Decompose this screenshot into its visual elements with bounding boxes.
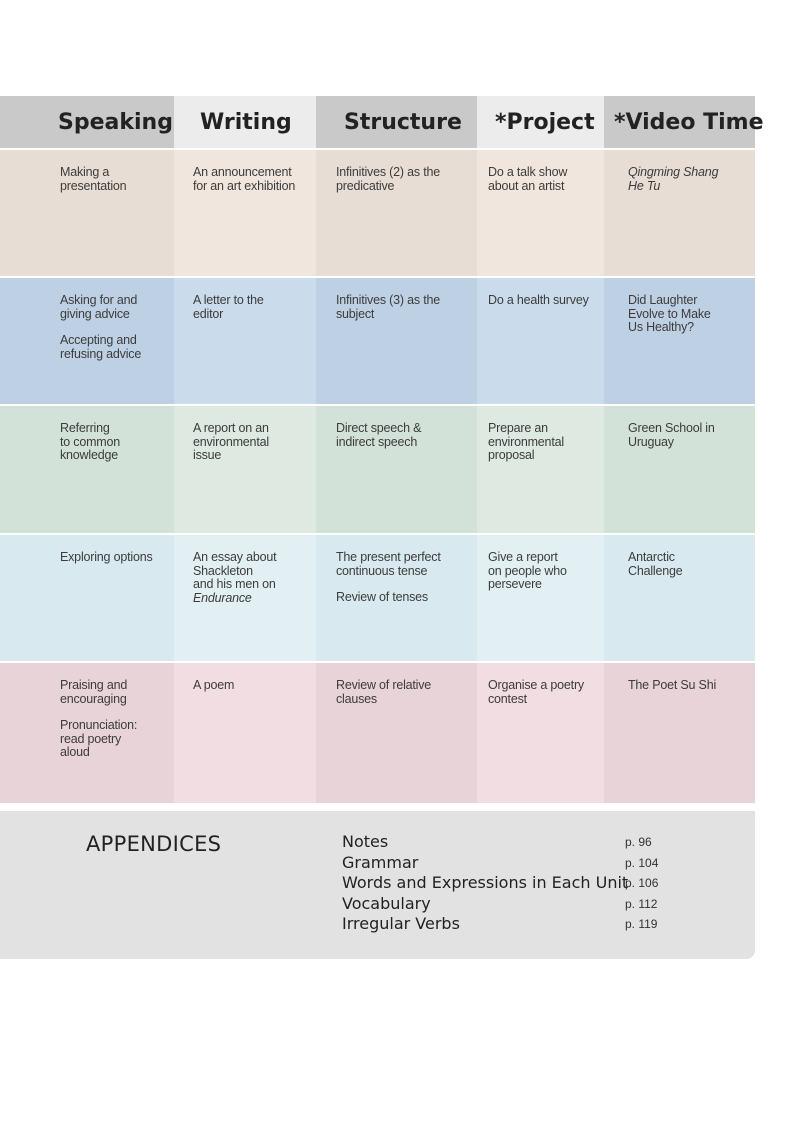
cell-line: Did Laughter [628,293,698,307]
cell-speaking [0,278,174,404]
cell-line: Praising and [60,678,128,692]
cell-line: Asking for and [60,293,138,307]
cell-speaking [0,663,174,803]
cell-line: Review of tenses [336,590,428,604]
appendix-item-grammar[interactable] [342,853,742,874]
cell-project [477,406,604,533]
cell-line: Pronunciation: [60,718,138,732]
cell-line: presentation [60,178,127,193]
cell-line: Infinitives (2) as the [336,165,440,179]
cell-line: about an artist [488,178,565,193]
cell-line: Qingming Shang [628,165,719,179]
cell-line: Do a talk show [488,165,568,179]
cell-line: Challenge [628,563,683,578]
cell-line: environmental [193,434,269,449]
cell-line: Review of relative [336,678,432,692]
cell-writing [174,663,316,803]
cell-line: aloud [60,745,90,759]
appendix-name: Irregular Verbs [342,914,460,934]
cell-line: Organise a poetry [488,678,584,692]
cell-line: Referring [60,421,110,435]
header-speaking: Speaking [0,96,174,148]
header-video-time: *Video Time [604,96,755,148]
cell-line: read poetry [60,731,122,746]
cell-line: proposal [488,448,535,462]
cell-project [477,278,604,404]
appendix-name: Words and Expressions in Each Unit [342,873,629,893]
cell-project [477,535,604,661]
cell-line: A report on an [193,421,269,435]
cell-speaking [0,535,174,661]
appendix-page: p. 104 [625,855,659,870]
cell-speaking [0,150,174,276]
cell-line: Green School in [628,421,715,435]
appendix-item-words-and-expressions[interactable] [342,873,742,894]
appendices-panel [0,811,755,959]
cell-line: refusing advice [60,346,142,361]
cell-line: indirect speech [336,434,418,449]
cell-line: Uruguay [628,434,674,449]
cell-video-time [604,278,755,404]
cell-line: The present perfect [336,550,441,564]
cell-speaking [0,406,174,533]
cell-structure [316,278,477,404]
cell-line: persevere [488,577,542,591]
cell-line: continuous tense [336,563,428,578]
appendix-page: p. 106 [625,876,659,891]
appendix-page: p. 96 [625,835,652,849]
cell-structure [316,406,477,533]
cell-line: Us Healthy? [628,320,694,334]
appendices-title: APPENDICES [86,832,222,856]
cell-line: He Tu [628,178,661,193]
appendix-name: Notes [342,832,389,851]
appendix-name: Vocabulary [342,893,431,913]
cell-writing [174,406,316,533]
appendix-page: p. 112 [625,896,658,911]
appendix-item-vocabulary[interactable] [342,894,742,915]
cell-line: to common [60,434,121,449]
cell-video-time [604,663,755,803]
cell-line: Evolve to Make [628,306,711,321]
header-writing: Writing [174,96,316,148]
cell-line: Accepting and [60,333,137,347]
cell-structure [316,535,477,661]
table-row [0,663,755,803]
appendix-name: Grammar [342,852,419,872]
cell-line: Prepare an [488,421,548,435]
header-structure: Structure [316,96,477,148]
table-row [0,278,755,404]
cell-project [477,150,604,276]
cell-structure [316,150,477,276]
cell-line: Exploring options [60,550,153,564]
cell-line: Give a report [488,550,558,564]
cell-line: editor [193,306,224,321]
cell-line: encouraging [60,691,127,706]
cell-line: and his men on [193,577,276,591]
cell-line: The Poet Su Shi [628,678,717,692]
cell-line: An essay about [193,550,277,564]
appendices-list [342,832,742,935]
cell-line: Infinitives (3) as the [336,293,440,307]
cell-line: Antarctic [628,550,675,564]
cell-writing [174,535,316,661]
cell-writing [174,278,316,404]
appendix-page: p. 119 [625,917,658,932]
cell-line: An announcement [193,165,292,179]
cell-line: Endurance [193,590,252,605]
cell-line: issue [193,448,222,462]
contents-table [0,96,764,803]
cell-video-time [604,535,755,661]
cell-line: Making a [60,165,110,179]
cell-line: clauses [336,691,377,706]
table-row [0,150,755,276]
cell-video-time [604,150,755,276]
cell-writing [174,150,316,276]
cell-line: knowledge [60,448,118,462]
cell-line: A letter to the [193,293,264,307]
appendix-item-notes[interactable] [342,832,742,853]
header-project: *Project [477,96,604,148]
cell-line: contest [488,691,527,706]
header-row [0,96,764,148]
cell-line: Shackleton [193,563,253,578]
cell-line: for an art exhibition [193,178,296,193]
cell-line: giving advice [60,306,130,321]
table-row [0,535,755,661]
cell-line: subject [336,306,375,321]
appendix-item-irregular-verbs[interactable] [342,914,742,935]
cell-structure [316,663,477,803]
cell-line: on people who [488,563,567,578]
cell-line: A poem [193,678,235,692]
cell-line: Do a health survey [488,293,589,307]
cell-project [477,663,604,803]
cell-line: predicative [336,178,395,193]
table-row [0,406,755,533]
cell-line: Direct speech & [336,421,422,435]
cell-video-time [604,406,755,533]
cell-line: environmental [488,434,564,449]
